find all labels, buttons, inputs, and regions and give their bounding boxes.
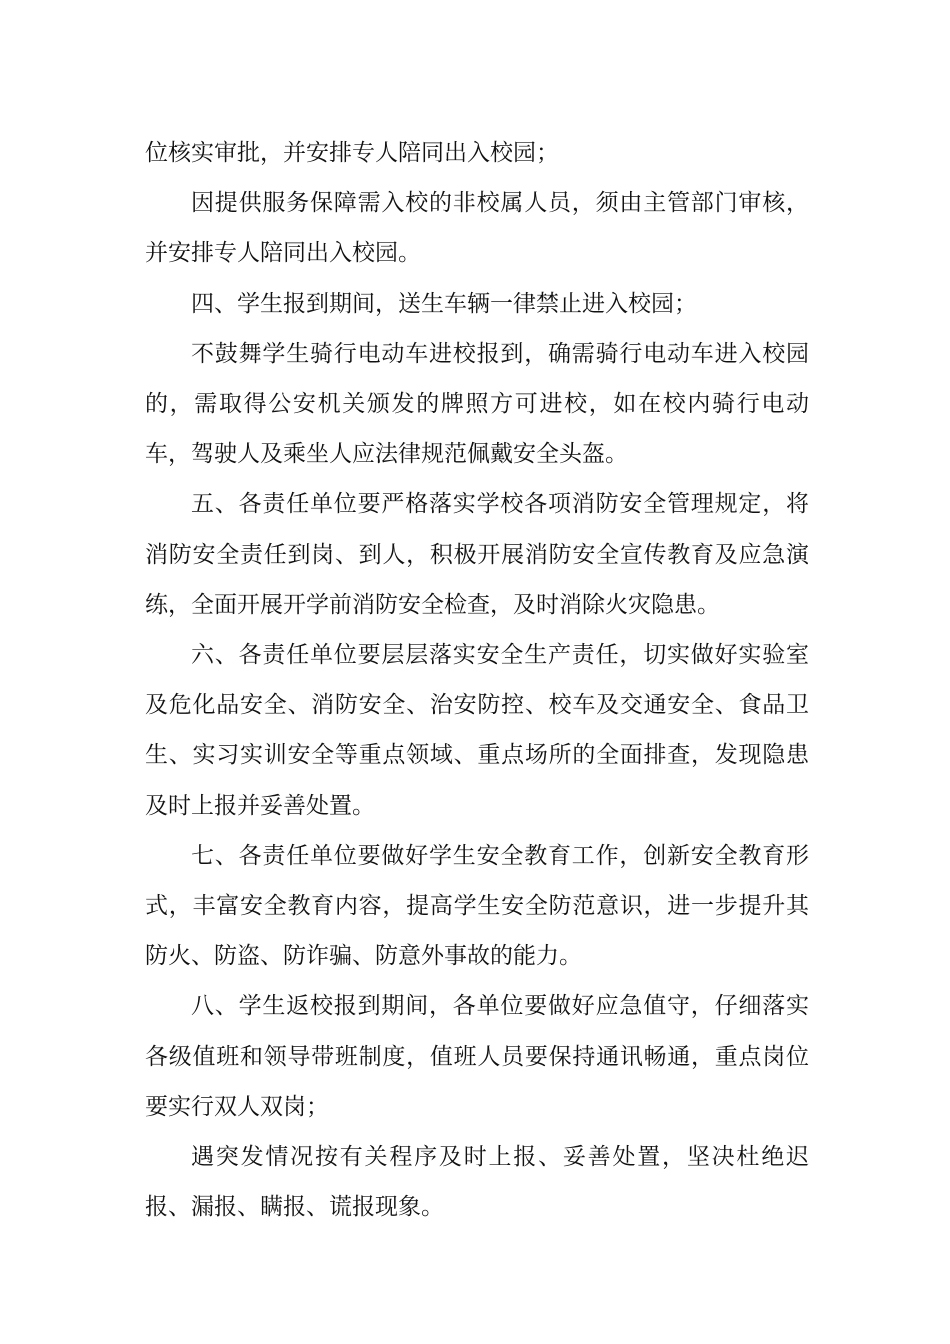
paragraph-continuation: 位核实审批，并安排专人陪同出入校园； (145, 140, 559, 166)
paragraph-item-6-production-safety: 六、各责任单位要层层落实安全生产责任，切实做好实验室及危化品安全、消防安全、治安防控、校车及交通安全、食品卫生、实习实训安全等重点领域、重点场所的全面排查，发现隐患及时上报并妥善处置。 (145, 642, 809, 819)
paragraph-item-4-vehicles: 四、学生报到期间，送生车辆一律禁止进入校园； (191, 290, 697, 317)
paragraph-item-7-safety-education: 七、各责任单位要做好学生安全教育工作，创新安全教育形式，丰富安全教育内容，提高学生安全防范意识，进一步提升其防火、防盗、防诈骗、防意外事故的能力。 (145, 842, 809, 970)
paragraph-item-8-emergency-duty: 八、学生返校报到期间，各单位要做好应急值守，仔细落实各级值班和领导带班制度，值班人员要保持通讯畅通，重点岗位要实行双人双岗； (145, 993, 809, 1120)
paragraph-item-5-fire-safety: 五、各责任单位要严格落实学校各项消防安全管理规定，将消防安全责任到岗、到人，积极开展消防安全宣传教育及应急演练，全面开展开学前消防安全检查，及时消除火灾隐患。 (145, 491, 809, 618)
paragraph-electric-vehicles: 不鼓舞学生骑行电动车进校报到，确需骑行电动车进入校园的，需取得公安机关颁发的牌照方可进校，如在校内骑行电动车，驾驶人及乘坐人应法律规范佩戴安全头盔。 (145, 340, 809, 468)
paragraph-non-school-personnel: 因提供服务保障需入校的非校属人员，须由主管部门审核，并安排专人陪同出入校园。 (145, 190, 809, 267)
paragraph-emergency-reporting: 遇突发情况按有关程序及时上报、妥善处置，坚决杜绝迟报、漏报、瞒报、谎报现象。 (145, 1144, 809, 1221)
document-body (145, 128, 809, 1232)
